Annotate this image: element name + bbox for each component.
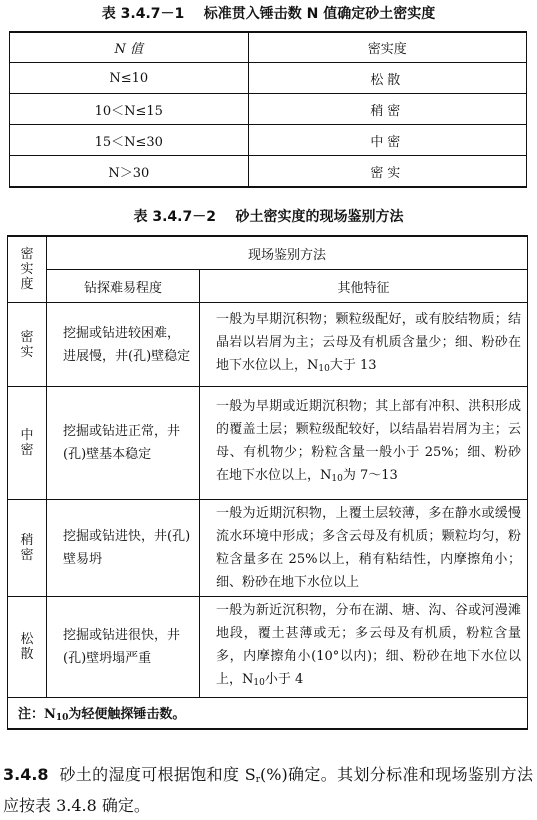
table2-header-row-1 bbox=[8, 236, 528, 270]
clause-text: 砂土的湿度可根据饱和度 S bbox=[59, 765, 256, 784]
table2-caption-title: 砂土密实度的现场鉴别方法 bbox=[235, 209, 404, 225]
features-text: 一般为新近沉积物，分布在湖、塘、沟、谷或河漫滩地段，覆土甚薄或无；多云母及有机质，粉粒含量多，内摩擦角小(10°以内)；细、粉砂在地下水位以上，N bbox=[216, 603, 521, 687]
subscript: 10 bbox=[331, 474, 343, 484]
features-text: 一般为早期或近期沉积物；其上部有冲积、洪积形成的覆盖土层；颗粒级配较好，以结晶岩岩屑为主；云母、有机物少；粉粒含量一般小于 25%；细、粉砂在地下水位以上，N bbox=[216, 399, 521, 483]
table-row bbox=[8, 597, 528, 698]
ease-cell: 挖掘或钻进很快，井(孔)壁坍塌严重 bbox=[47, 597, 200, 698]
density-cell: 稍密 bbox=[248, 94, 526, 125]
table-row bbox=[10, 94, 527, 125]
table2-header-row-2 bbox=[8, 270, 528, 303]
table-row bbox=[8, 303, 528, 387]
n-range-cell: N＞30 bbox=[10, 156, 249, 188]
table-row bbox=[8, 387, 528, 500]
method-header: 现场鉴别方法 bbox=[47, 236, 528, 270]
density-cell bbox=[8, 500, 47, 597]
features-cell bbox=[200, 303, 528, 387]
other-features-header: 其他特征 bbox=[200, 270, 528, 303]
subscript: 10 bbox=[318, 364, 330, 374]
n-value-header: N 值 bbox=[10, 32, 249, 63]
features-text-end: 大于 13 bbox=[329, 358, 377, 373]
density-cell bbox=[8, 597, 47, 698]
density-label: 密实 bbox=[20, 329, 34, 360]
features-text: 一般为近期沉积物，上覆土层较薄，多在静水或缓慢流水环境中形成；多含云母及有机质；颗粒均匀，粉粒含量多在 25%以上，稍有粘结性，内摩擦角小；细、粉砂在地下水位以上 bbox=[216, 506, 521, 590]
features-cell bbox=[200, 597, 528, 698]
table2-caption-number: 表 3.4.7－2 bbox=[133, 209, 216, 225]
density-cell: 松散 bbox=[248, 63, 526, 94]
features-text-end: 为 7～13 bbox=[342, 468, 398, 483]
table-row bbox=[10, 125, 527, 156]
note-text-end: 为轻便触探锤击数。 bbox=[68, 707, 186, 722]
features-cell bbox=[200, 387, 528, 500]
clause-text-end: (%)确定。其划分标准和现场鉴别方法应按表 3.4.8 确定。 bbox=[3, 765, 533, 815]
table-row bbox=[10, 63, 527, 94]
ease-header: 钻探难易程度 bbox=[47, 270, 200, 303]
n-range-cell: N≤10 bbox=[10, 63, 249, 94]
density-cell: 密实 bbox=[248, 156, 526, 188]
density-label: 松散 bbox=[20, 632, 34, 662]
density-cell bbox=[8, 387, 47, 500]
density-header-cell bbox=[8, 236, 47, 303]
density-label: 稍密 bbox=[20, 533, 34, 563]
table-row bbox=[8, 500, 528, 597]
clause-number: 3.4.8 bbox=[3, 765, 49, 784]
field-identification-table bbox=[7, 235, 528, 730]
clause-subscript: r bbox=[255, 775, 261, 785]
n-range-cell: 10＜N≤15 bbox=[10, 94, 249, 125]
clause-paragraph bbox=[3, 762, 533, 819]
table-row bbox=[10, 156, 527, 188]
n-range-cell: 15＜N≤30 bbox=[10, 125, 249, 156]
density-cell: 中密 bbox=[248, 125, 526, 156]
ease-cell: 挖掘或钻进较困难，进展慢，井(孔)壁稳定 bbox=[47, 303, 200, 387]
table1-caption-number: 表 3.4.7－1 bbox=[101, 6, 185, 22]
features-text: 一般为早期沉积物；颗粒级配好，或有胶结物质；结晶岩以岩屑为主；云母及有机质含量少；细、粉砂在地下水位以上，N bbox=[216, 312, 521, 373]
features-text-end: 小于 4 bbox=[264, 672, 304, 687]
ease-cell: 挖掘或钻进快，井(孔)壁易坍 bbox=[47, 500, 200, 597]
table1-caption bbox=[0, 5, 537, 23]
density-cell bbox=[8, 303, 47, 387]
note-subscript: 10 bbox=[55, 713, 69, 723]
ease-cell: 挖掘或钻进正常，井(孔)壁基本稳定 bbox=[47, 387, 200, 500]
table2-caption bbox=[0, 208, 537, 226]
table1-caption-title: 标准贯入锤击数 N 值确定砂土密实度 bbox=[203, 6, 436, 22]
density-header: 密实度 bbox=[20, 247, 34, 292]
table-note bbox=[8, 698, 528, 730]
features-cell bbox=[200, 500, 528, 597]
n-value-density-table bbox=[9, 31, 527, 188]
density-label: 中密 bbox=[20, 428, 34, 458]
note-text: 注：N bbox=[18, 707, 56, 722]
subscript: 10 bbox=[253, 678, 265, 688]
density-header: 密实度 bbox=[248, 32, 526, 63]
table1-header-row bbox=[10, 32, 527, 63]
table-note-row bbox=[8, 698, 528, 730]
